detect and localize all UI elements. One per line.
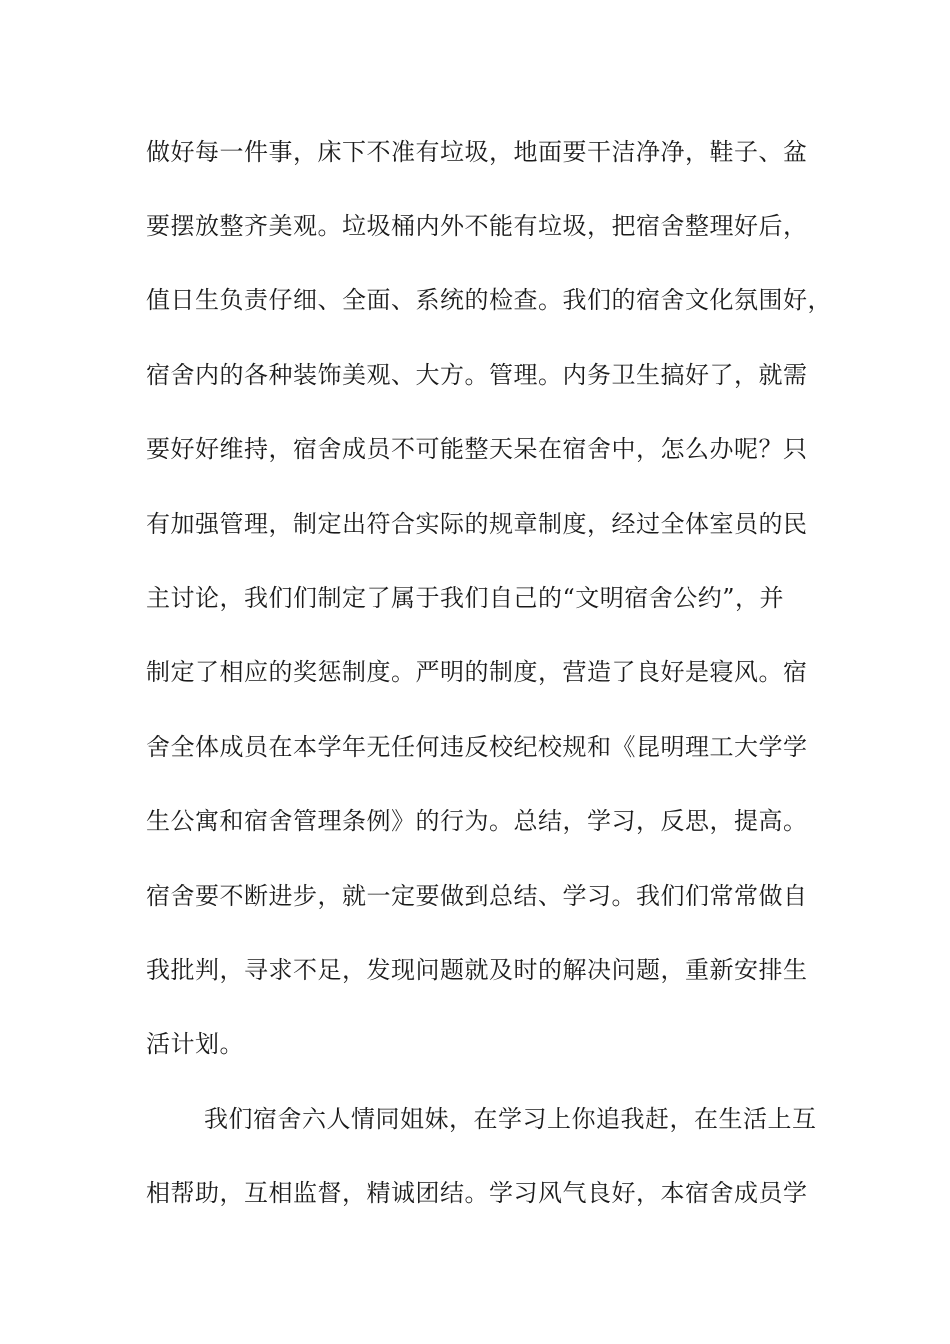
text-line: 要摆放整齐美观。垃圾桶内外不能有垃圾，把宿舍整理好后， (146, 212, 808, 240)
paragraph-first-line: 我们宿舍六人情同姐妹，在学习上你追我赶，在生活上互 (204, 1105, 817, 1133)
text-line: 宿舍要不断进步，就一定要做到总结、学习。我们们常常做自 (146, 882, 808, 910)
text-line: 要好好维持，宿舍成员不可能整天呆在宿舍中，怎么办呢？只 (146, 435, 808, 463)
text-line: 有加强管理，制定出符合实际的规章制度，经过全体室员的民 (146, 510, 808, 538)
text-line: 活计划。 (146, 1030, 244, 1058)
text-line: 生公寓和宿舍管理条例》的行为。总结，学习，反思，提高。 (146, 807, 808, 835)
text-line: 我批判，寻求不足，发现问题就及时的解决问题，重新安排生 (146, 956, 808, 984)
text-line: 制定了相应的奖惩制度。严明的制度，营造了良好是寝风。宿 (146, 658, 808, 686)
text-line: 相帮助，互相监督，精诚团结。学习风气良好，本宿舍成员学 (146, 1179, 808, 1207)
text-line: 做好每一件事，床下不准有垃圾，地面要干洁净净，鞋子、盆 (146, 138, 808, 166)
text-line: 舍全体成员在本学年无任何违反校纪校规和《昆明理工大学学 (146, 733, 808, 761)
text-line: 值日生负责仔细、全面、系统的检查。我们的宿舍文化氛围好， (146, 286, 832, 314)
text-line: 主讨论，我们们制定了属于我们自己的“文明宿舍公约”，并 (146, 584, 785, 612)
text-line: 宿舍内的各种装饰美观、大方。管理。内务卫生搞好了，就需 (146, 361, 808, 389)
